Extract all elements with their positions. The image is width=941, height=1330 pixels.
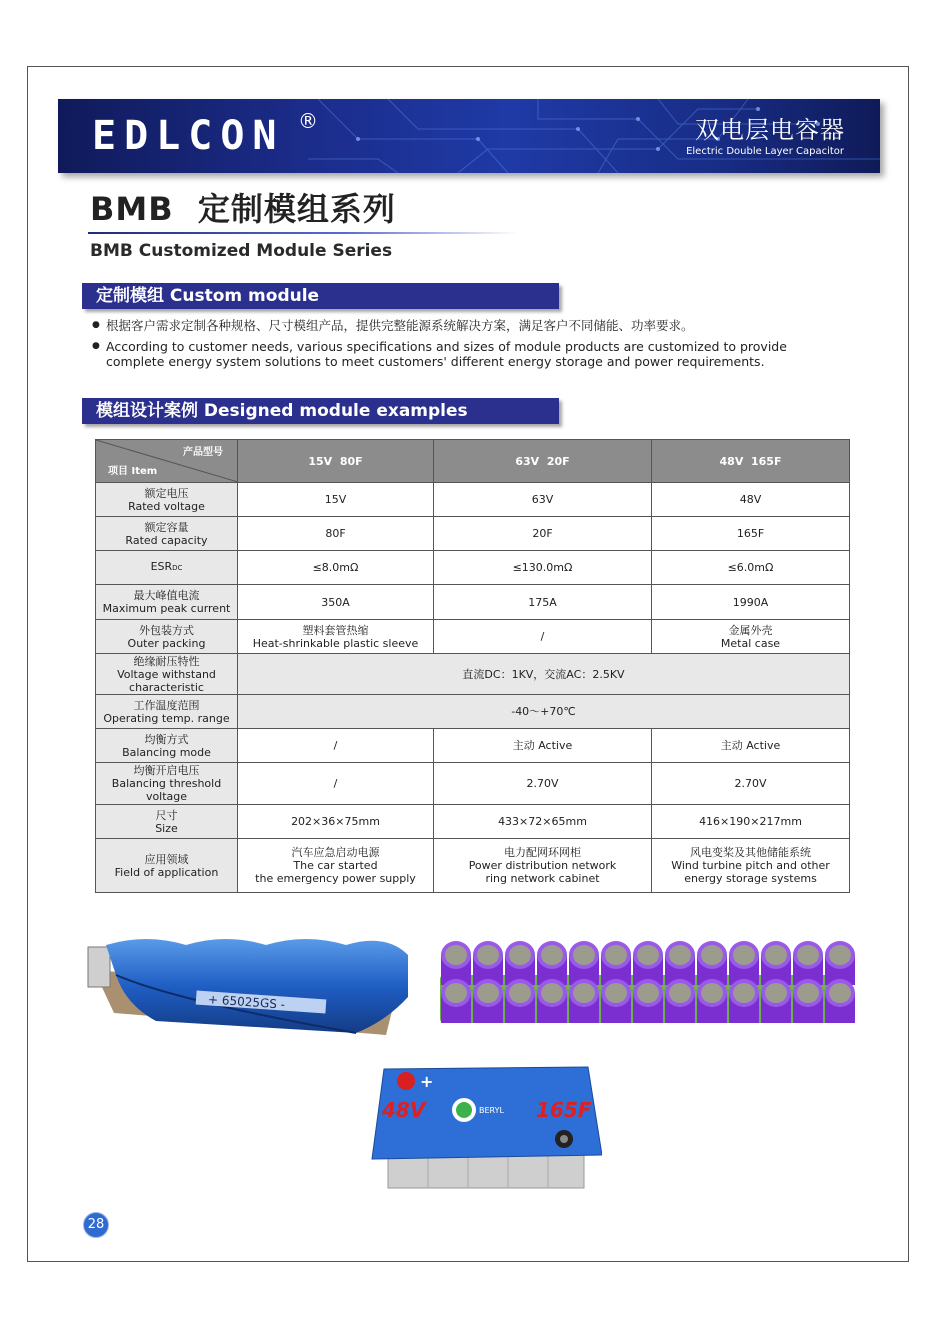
banner-title-cn: 双电层电容器 bbox=[695, 116, 845, 144]
capacitor-terminal bbox=[637, 983, 659, 1003]
module3-brand: BERYL bbox=[479, 1106, 504, 1115]
capacitor-terminal bbox=[765, 983, 787, 1003]
row-label-cn: 最大峰值电流 bbox=[133, 589, 200, 602]
capacitor-terminal bbox=[445, 945, 467, 965]
capacitor-terminal bbox=[829, 945, 851, 965]
row-label-cn: 工作温度范围 bbox=[133, 698, 200, 712]
capacitor-terminal bbox=[509, 983, 531, 1003]
capacitor-terminal bbox=[797, 945, 819, 965]
table-row bbox=[96, 805, 850, 839]
table-row bbox=[96, 729, 850, 763]
row-label bbox=[96, 654, 238, 695]
page-subtitle: BMB Customized Module Series bbox=[90, 241, 393, 261]
row-label-cn: 尺寸 bbox=[155, 808, 178, 822]
row-label bbox=[96, 585, 238, 620]
capacitor-terminal bbox=[509, 945, 531, 965]
row-label bbox=[96, 839, 238, 893]
row-label-cn: ESR bbox=[150, 560, 173, 573]
table-cell-merged: 直流DC：1KV，交流AC：2.5KV bbox=[238, 654, 850, 695]
column-header: 63V 20F bbox=[434, 440, 652, 483]
row-label-cn: 绝缘耐压特性 bbox=[133, 654, 200, 668]
table-cell: 416×190×217mm bbox=[652, 805, 850, 839]
table-cell: 80F bbox=[238, 517, 434, 551]
row-label-cn: 额定容量 bbox=[144, 520, 189, 534]
row-label-en: Rated voltage bbox=[128, 499, 205, 513]
row-label bbox=[96, 620, 238, 654]
column-header: 48V 165F bbox=[652, 440, 850, 483]
row-label bbox=[96, 483, 238, 517]
table-row bbox=[96, 839, 850, 893]
row-label bbox=[96, 517, 238, 551]
table-cell: / bbox=[238, 763, 434, 805]
table-row bbox=[96, 517, 850, 551]
capacitor-terminal bbox=[733, 983, 755, 1003]
capacitor-terminal bbox=[797, 983, 819, 1003]
row-label bbox=[96, 805, 238, 839]
table-cell: 433×72×65mm bbox=[434, 805, 652, 839]
row-label bbox=[96, 729, 238, 763]
registered-mark: ® bbox=[298, 109, 318, 133]
table-cell: 金属外壳 Metal case bbox=[652, 620, 850, 654]
column-header: 15V 80F bbox=[238, 440, 434, 483]
bullet-cn: ● 根据客户需求定制各种规格、尺寸模组产品，提供完整能源系统解决方案，满足客户不同储能、功率要求。 bbox=[92, 318, 832, 333]
capacitor-terminal bbox=[765, 945, 787, 965]
capacitor-terminal bbox=[669, 945, 691, 965]
page-number-badge: 28 bbox=[83, 1212, 109, 1238]
row-label-en: Maximum peak current bbox=[102, 602, 231, 615]
row-label-en: Balancing mode bbox=[122, 745, 211, 759]
table-row bbox=[96, 654, 850, 695]
capacitor-terminal bbox=[669, 983, 691, 1003]
row-label bbox=[96, 695, 238, 729]
table-cell: 175A bbox=[434, 585, 652, 620]
table-cell: 2.70V bbox=[434, 763, 652, 805]
table-row bbox=[96, 695, 850, 729]
table-cell: 2.70V bbox=[652, 763, 850, 805]
table-row bbox=[96, 620, 850, 654]
capacitor-terminal bbox=[573, 945, 595, 965]
spec-table bbox=[95, 439, 850, 893]
page-title: BMB 定制模组系列 bbox=[90, 190, 396, 228]
table-cell: 63V bbox=[434, 483, 652, 517]
capacitor-terminal bbox=[477, 945, 499, 965]
row-label-cn: 均衡方式 bbox=[144, 732, 189, 746]
bullet-en: ● According to customer needs, various specifications and sizes of module products are customized to provide complete energy system solutions to meet customers' different energy storage and power requirements. bbox=[92, 339, 832, 369]
module3-voltage: 48V bbox=[382, 1098, 426, 1122]
table-cell: 1990A bbox=[652, 585, 850, 620]
row-label-en: Outer packing bbox=[127, 636, 206, 650]
row-label-sub: DC bbox=[172, 564, 183, 572]
row-label-cn: 应用领域 bbox=[144, 852, 189, 866]
table-cell: ≤8.0mΩ bbox=[238, 551, 434, 585]
table-cell: 主动 Active bbox=[434, 729, 652, 763]
section-custom-module: 定制模组 Custom module bbox=[82, 283, 559, 309]
table-cell: 风电变桨及其他储能系统 Wind turbine pitch and other energy storage systems bbox=[652, 839, 850, 893]
brand-logo: EDLCON bbox=[92, 113, 285, 159]
table-corner-cell bbox=[96, 440, 238, 483]
module-image-15v bbox=[86, 935, 416, 1050]
table-cell-merged: -40～+70℃ bbox=[238, 695, 850, 729]
capacitor-terminal bbox=[701, 983, 723, 1003]
row-label-cn: 额定电压 bbox=[144, 486, 189, 500]
corner-item: 项目 Item bbox=[108, 466, 158, 477]
table-cell: 塑料套管热缩 Heat-shrinkable plastic sleeve bbox=[238, 620, 434, 654]
row-label-en: Operating temp. range bbox=[103, 711, 230, 725]
capacitor-terminal bbox=[605, 983, 627, 1003]
row-label-en: Voltage withstand characteristic bbox=[117, 667, 216, 694]
table-cell: 电力配网环网柜 Power distribution network ring network cabinet bbox=[434, 839, 652, 893]
table-row bbox=[96, 483, 850, 517]
table-cell: 15V bbox=[238, 483, 434, 517]
capacitor-terminal bbox=[829, 983, 851, 1003]
module3-plus: + bbox=[420, 1072, 434, 1091]
capacitor-terminal bbox=[541, 983, 563, 1003]
row-label-en: Size bbox=[155, 821, 178, 835]
table-row bbox=[96, 551, 850, 585]
table-cell: 48V bbox=[652, 483, 850, 517]
row-label-cn: 均衡开启电压 bbox=[133, 764, 200, 777]
table-cell: ≤130.0mΩ bbox=[434, 551, 652, 585]
row-label-en: Field of application bbox=[114, 865, 219, 879]
title-underline bbox=[88, 232, 518, 234]
table-cell: / bbox=[434, 620, 652, 654]
module-image-63v bbox=[432, 935, 862, 1035]
row-label-en: Balancing threshold voltage bbox=[111, 777, 222, 803]
table-cell: 202×36×75mm bbox=[238, 805, 434, 839]
module3-capacity: 165F bbox=[536, 1098, 592, 1122]
capacitor-terminal bbox=[445, 983, 467, 1003]
bullet-list bbox=[92, 318, 832, 375]
section-module-examples: 模组设计案例 Designed module examples bbox=[82, 398, 559, 424]
capacitor-terminal bbox=[637, 945, 659, 965]
table-cell: 主动 Active bbox=[652, 729, 850, 763]
capacitor-terminal bbox=[541, 945, 563, 965]
table-cell: 20F bbox=[434, 517, 652, 551]
table-row bbox=[96, 585, 850, 620]
row-label bbox=[96, 763, 238, 805]
capacitor-terminal bbox=[573, 983, 595, 1003]
capacitor-terminal bbox=[605, 945, 627, 965]
module-image-48v bbox=[366, 1063, 602, 1193]
banner-title-en: Electric Double Layer Capacitor bbox=[686, 146, 844, 157]
table-cell: 165F bbox=[652, 517, 850, 551]
table-cell: 350A bbox=[238, 585, 434, 620]
module1-label: + 65025GS - bbox=[207, 992, 286, 1012]
table-cell: 汽车应急启动电源 The car started the emergency power supply bbox=[238, 839, 434, 893]
table-row bbox=[96, 763, 850, 805]
capacitor-terminal bbox=[701, 945, 723, 965]
table-cell: ≤6.0mΩ bbox=[652, 551, 850, 585]
table-cell: / bbox=[238, 729, 434, 763]
row-label-en: Rated capacity bbox=[125, 533, 208, 547]
row-label-cn: 外包装方式 bbox=[139, 623, 194, 637]
row-label bbox=[96, 551, 238, 585]
corner-product-type: 产品型号 bbox=[183, 447, 223, 458]
capacitor-terminal bbox=[733, 945, 755, 965]
table-header-row bbox=[96, 440, 850, 483]
capacitor-terminal bbox=[477, 983, 499, 1003]
